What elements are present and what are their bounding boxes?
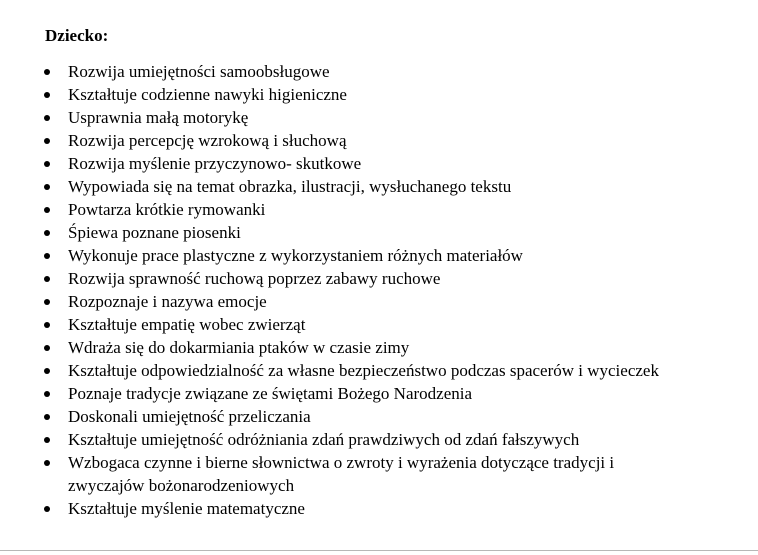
list-item-text: Rozpoznaje i nazywa emocje [68,292,267,311]
bullet-icon [44,414,50,420]
list-item-text: Wykonuje prace plastyczne z wykorzystaniem różnych materiałów [68,246,523,265]
list-item [44,244,742,267]
list-item-text: Wzbogaca czynne i bierne słownictwa o zwroty i wyrażenia dotyczące tradycji i zwyczajów bożonarodzeniowych [68,453,615,495]
list-item-text: Wypowiada się na temat obrazka, ilustracji, wysłuchanego tekstu [68,177,512,196]
bullet-icon [44,92,50,98]
list-item [44,267,742,290]
list-item-text: Wdraża się do dokarmiania ptaków w czasie zimy [68,338,410,357]
bullet-icon [44,115,50,121]
list-item [44,313,742,336]
bullet-icon [44,368,50,374]
bullet-icon [44,276,50,282]
list-item [44,106,742,129]
list-item [44,83,742,106]
list-item [44,336,742,359]
bullet-icon [44,161,50,167]
list-item-text: Rozwija umiejętności samoobsługowe [68,62,330,81]
bullet-icon [44,299,50,305]
list-item-text: Kształtuje umiejętność odróżniania zdań prawdziwych od zdań fałszywych [68,430,580,449]
list-item-text: Doskonali umiejętność przeliczania [68,407,311,426]
bullet-icon [44,253,50,259]
list-item-text: Kształtuje odpowiedzialność za własne bezpieczeństwo podczas spacerów i wycieczek [68,361,659,380]
list-item-text: Powtarza krótkie rymowanki [68,200,266,219]
bullet-icon [44,184,50,190]
list-item-text: Kształtuje empatię wobec zwierząt [68,315,306,334]
list-item-text: Śpiewa poznane piosenki [68,223,241,242]
bullet-icon [44,345,50,351]
list-item-text: Rozwija percepcję wzrokową i słuchową [68,131,347,150]
bullet-icon [44,391,50,397]
list-item [44,290,742,313]
list-item [44,382,742,405]
list-item [44,60,742,83]
list-item [44,152,742,175]
skills-list [44,60,742,520]
bullet-icon [44,437,50,443]
bullet-icon [44,460,50,466]
list-item [44,129,742,152]
bullet-icon [44,322,50,328]
list-item [44,175,742,198]
bullet-icon [44,207,50,213]
list-item [44,221,742,244]
list-item [44,405,742,428]
page-bottom-divider [0,550,758,551]
list-item-text: Rozwija sprawność ruchową poprzez zabawy ruchowe [68,269,441,288]
section-heading: Dziecko: [45,26,109,45]
list-item-text: Kształtuje myślenie matematyczne [68,499,305,518]
bullet-icon [44,230,50,236]
list-item-text: Kształtuje codzienne nawyki higieniczne [68,85,347,104]
list-item [44,359,742,382]
list-item-text: Rozwija myślenie przyczynowo- skutkowe [68,154,362,173]
list-item [44,428,742,451]
bullet-icon [44,138,50,144]
list-item-text: Usprawnia małą motorykę [68,108,249,127]
list-item [44,497,742,520]
bullet-icon [44,506,50,512]
list-item [44,198,742,221]
list-item [44,451,742,497]
list-item-text: Poznaje tradycje związane ze świętami Bożego Narodzenia [68,384,473,403]
bullet-icon [44,69,50,75]
